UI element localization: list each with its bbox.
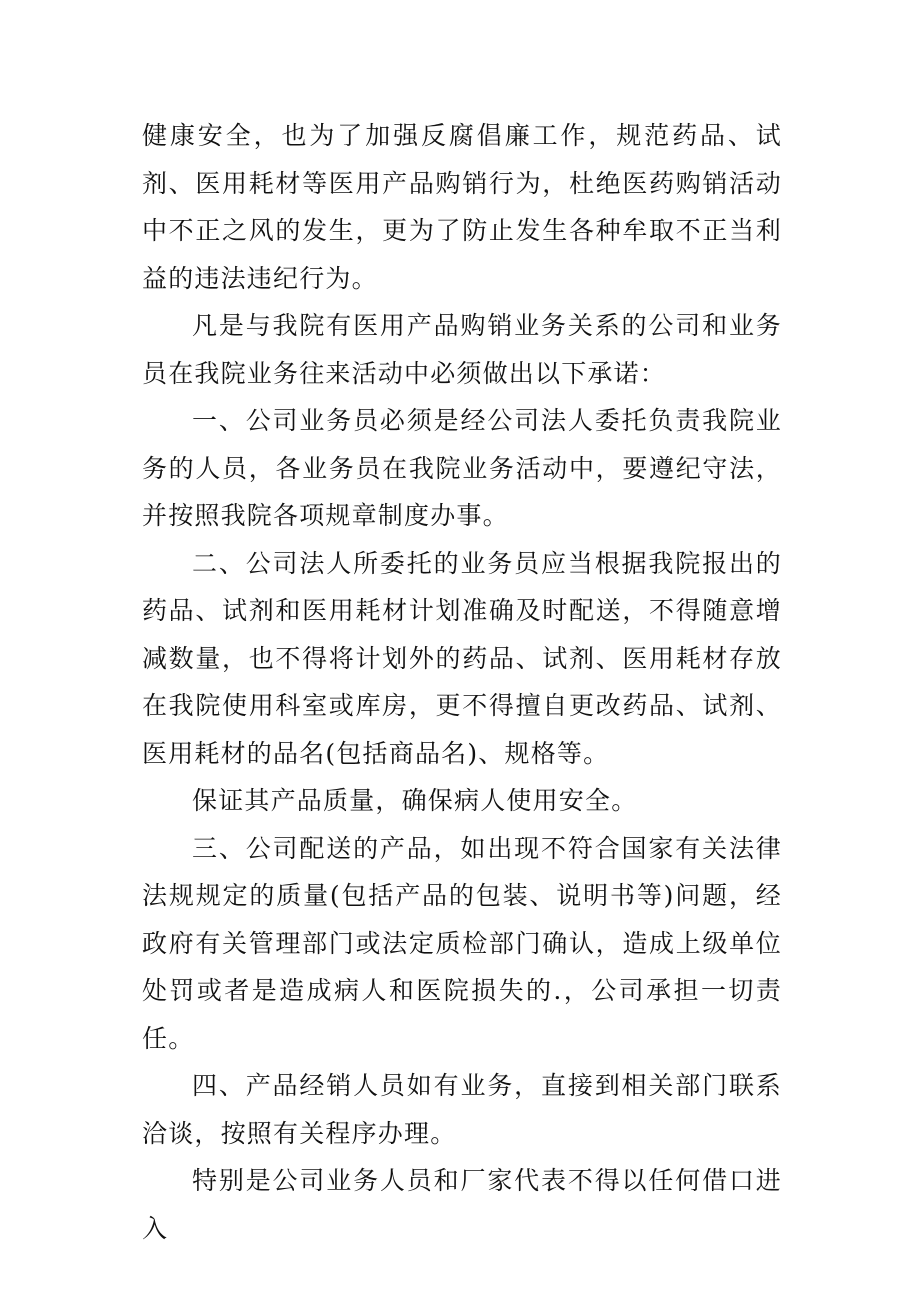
- document-body: [142, 112, 782, 1252]
- paragraph-clause-1: 一、公司业务员必须是经公司法人委托负责我院业务的人员，各业务员在我院业务活动中，要遵纪守法，并按照我院各项规章制度办事。: [142, 406, 782, 530]
- paragraph-continuation: 健康安全，也为了加强反腐倡廉工作，规范药品、试剂、医用耗材等医用产品购销行为，杜绝医药购销活动中不正之风的发生，更为了防止发生各种牟取不正当利益的违法违纪行为。: [142, 121, 782, 293]
- paragraph-clause-2: 二、公司法人所委托的业务员应当根据我院报出的药品、试剂和医用耗材计划准确及时配送，不得随意增减数量，也不得将计划外的药品、试剂、医用耗材存放在我院使用科室或库房，更不得擅自更改药品、试剂、医用耗材的品名(包括商品名)、规格等。: [142, 548, 782, 768]
- paragraph-clause-3: 三、公司配送的产品，如出现不符合国家有关法律法规规定的质量(包括产品的包装、说明书等)问题，经政府有关管理部门或法定质检部门确认，造成上级单位处罚或者是造成病人和医院损失的.，公司承担一切责任。: [142, 833, 782, 1053]
- paragraph-quality-guarantee: 保证其产品质量，确保病人使用安全。: [192, 786, 638, 815]
- paragraph-commitment-intro: 凡是与我院有医用产品购销业务关系的公司和业务员在我院业务往来活动中必须做出以下承诺：: [142, 311, 782, 388]
- paragraph-special-note: 特别是公司业务人员和厂家代表不得以任何借口进入: [142, 1166, 782, 1243]
- paragraph-clause-4: 四、产品经销人员如有业务，直接到相关部门联系洽谈，按照有关程序办理。: [142, 1071, 782, 1148]
